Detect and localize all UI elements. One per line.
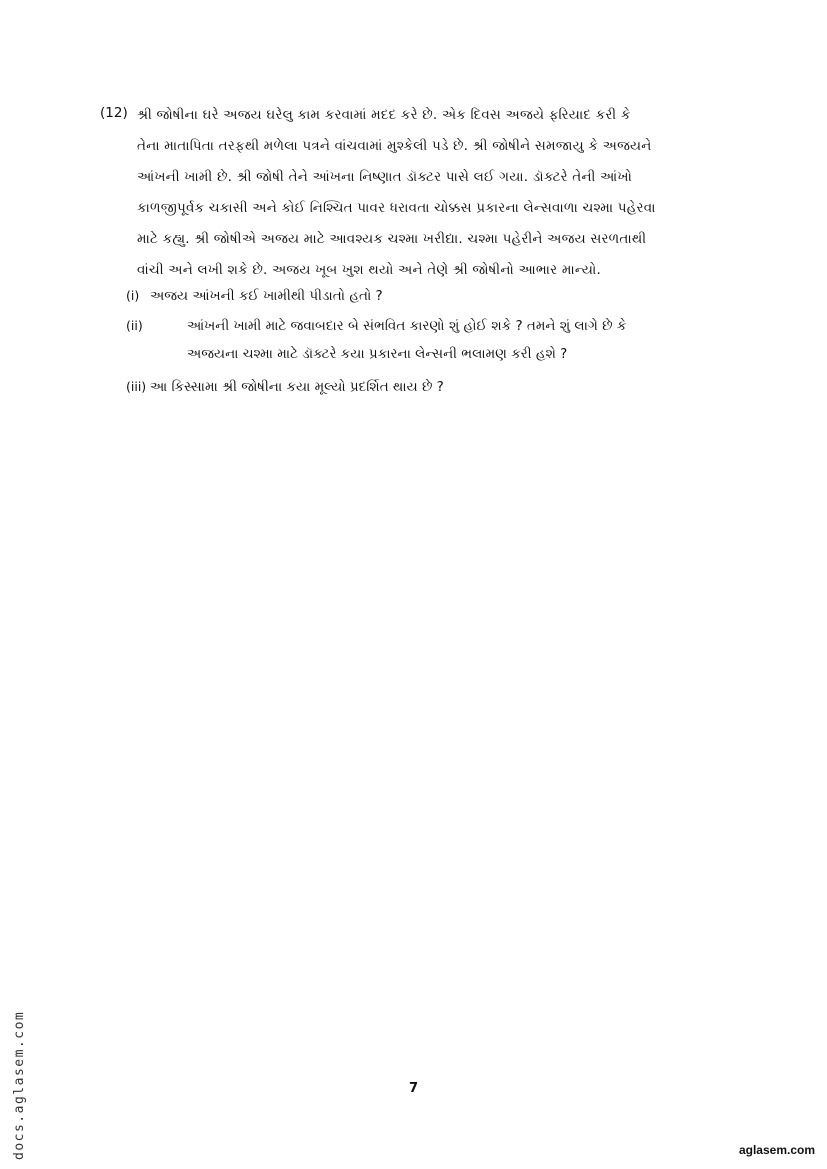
footer-brand: aglasem.com [738, 1143, 815, 1157]
passage-line: તેના માતાપિતા તરફથી મળેલા પત્રને વાંચવામાં મુશ્કેલી પડે છે. શ્રી જોષીને સમજાયુ કે અજયને [137, 138, 652, 154]
passage-line: માટે કહ્યુ. શ્રી જોષીએ અજય માટે આવશ્યક ચશ્મા ખરીદ્યા. ચશ્મા પહેરીને અજય સરળતાથી [137, 231, 647, 247]
passage-line: આંખની ખામી છે. શ્રી જોષી તેને આંખના નિષ્ણાત ડૉક્ટર પાસે લઈ ગયા. ડૉક્ટરે તેની આંખો [137, 169, 633, 185]
sub-question-label: (iii) [126, 379, 147, 394]
passage-line: કાળજીપૂર્વક ચકાસી અને કોઈ નિશ્ચિત પાવર ધરાવતા ચોક્કસ પ્રકારના લેન્સવાળા ચશ્મા પહેરવા [137, 200, 656, 216]
side-watermark: docs.aglasem.com [12, 1010, 27, 1160]
passage-line: વાંચી અને લખી શકે છે. અજય ખૂબ ખુશ થયો અને તેણે શ્રી જોષીનો આભાર માન્યો. [137, 262, 601, 278]
sub-question-text: અજયના ચશ્મા માટે ડૉક્ટરે કયા પ્રકારના લેન્સની ભલામણ કરી હશે ? [187, 346, 568, 362]
question-number: (12) [100, 105, 128, 121]
sub-question-label: (i) [126, 288, 140, 303]
sub-question-text: આ કિસ્સામા શ્રી જોષીના કયા મૂલ્યો પ્રદર્શિત થાય છે ? [150, 379, 444, 395]
page-number: 7 [408, 1081, 419, 1096]
sub-question-text: અજય આંખની કઈ ખામીથી પીડાતો હતો ? [150, 288, 383, 304]
passage-line: શ્રી જોષીના ઘરે અજય ઘરેલુ કામ કરવામાં મદદ કરે છે. એક દિવસ અજયે ફરિયાદ કરી કે [137, 107, 631, 123]
sub-question-text: આંખની ખામી માટે જવાબદાર બે સંભવિત કારણો શું હોઈ શકે ? તમને શું લાગે છે કે [187, 318, 627, 334]
sub-question-label: (ii) [126, 318, 143, 333]
question-passage [137, 100, 747, 286]
